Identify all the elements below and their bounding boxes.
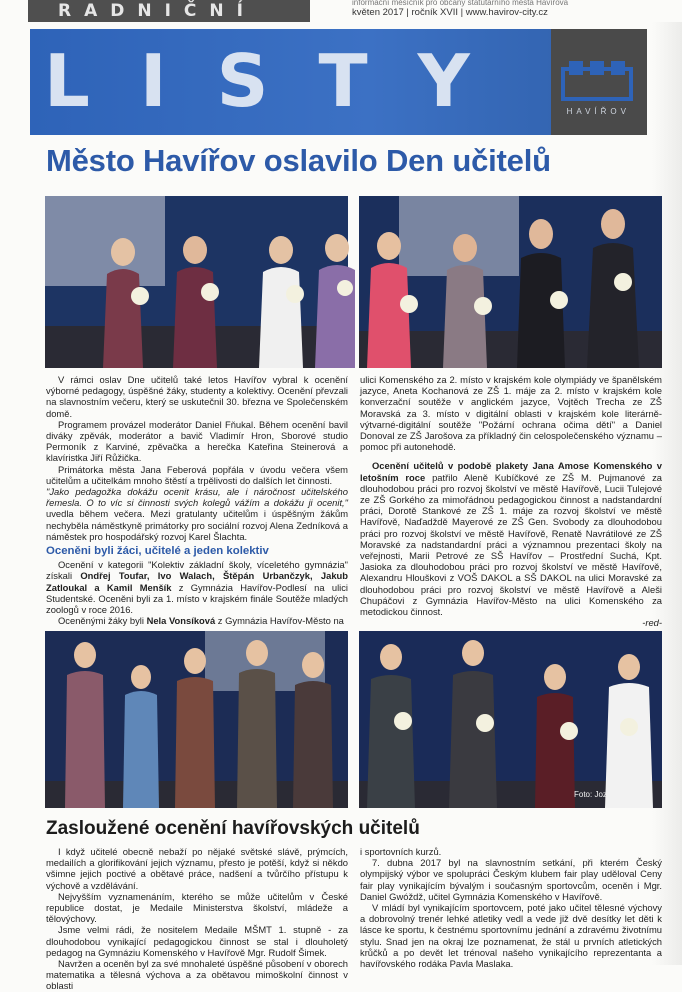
photo-teachers-awarded-1 <box>45 196 348 368</box>
article2-left-column <box>46 846 348 992</box>
article2-headline: Zasloužené ocenění havířovských učitelů <box>46 818 420 839</box>
nameplate-top: RADNIČNÍ <box>58 1 256 21</box>
masthead-info <box>352 0 652 19</box>
category-intro: Ocenění v kategorii "Kolektiv základní školy, víceletého gymnázia" získali <box>46 559 348 582</box>
photo-students-awarded-1 <box>45 631 348 808</box>
students-intro: Oceněnými žáky byli <box>58 615 147 627</box>
article1-subhead: Oceněni byli žáci, učitelé a jeden kolektiv <box>46 545 269 558</box>
article2-paragraph: Navržen a oceněn byl za své mnohaleté úspěšné působení v oborech matematika a tělesná výchova a za obětavou mimoškolní činnost v oblasti <box>46 958 348 992</box>
masthead-banner <box>30 29 647 135</box>
article2-right-paragraph: i sportovních kurzů. <box>360 846 442 857</box>
plaque-recipients: patřilo Aleně Kubíčkové ze ZŠ M. Pujmanové za dlouhodobou práci pro rozvoj školství ve městě Havířově, Lucii Tulejové ze ZŠ Gorkého za mimořádnou pedagogickou činnost a nadstandardní práci, Dorotě Stankové ze ZŠ 1. máje za rozvoj školství ve městě Havířově, Naďadždě Mayerové ze ZŠ Gen. Svobody za dlouhodobou práci pro rozvoj školství ve městě Havířově, Renatě Navrátilové ze ZŠ Moravské za nadstandardní práci a významnou prezentaci školy na veřejnosti, Marii Petrové ze SŠ Havířov – Prostřední Suchá, Kpt. Jasioka za dlouhodobou práci pro rozvoj školství ve městě Havířově, Alexandru Hlouškovi z VOŠ DAKOL a SŠ DAKOL na ulici Moravské za dlouhodobou práci pro rozvoj školství ve městě Havířově a Aleši Chupáčovi z Gymnázia Havířov-Město na ulici Komenského za metodickou činnost. <box>360 471 662 618</box>
plaque-intro: Ocenění učitelů v podobě plakety Jana Amose Komenského v letošním roce <box>360 460 662 483</box>
mayor-quote-tail: uvedla během večera. Mezi gratulanty učitelům i úspěšným žákům nechyběla náměstkyně primátorky pro sociální rozvoj Alena Zedníková a náměstek pro hospodářský rozvoj Karel Šlachta. <box>46 508 348 542</box>
masthead-issue-line: květen 2017 | ročník XVII | www.havirov-city.cz <box>352 7 548 18</box>
students-tail: z Gymnázia Havířov-Město na <box>215 615 344 627</box>
students-name: Nela Vonsíková <box>146 615 216 627</box>
masthead-info-clipped: informační měsíčník pro občany statutárního města Havířova <box>352 0 569 7</box>
article2-right-paragraph: V mládí byl vynikajícím sportovcem, poté jako učitel tělesné výchovy a dobrovolný trenér lehké atletiky vedl a vede již dvě desítky let děti k lásce ke sportu, k čestnému sportovnímu jednání a zdravému životnímu stylu. Snad jen na okraj lze poznamenat, že stál u prvních atletických krůčků a po devět let trénoval našeho vynikajícího reprezentanta a havířovského rodáka Pavla Maslaka. <box>360 902 662 970</box>
category-tail: z Gymnázia Havířov-Podlesí na ulici Studentské. Oceněni byli za 1. místo v krajském finále Soutěže mladých zoologů v roce 2016. <box>46 581 349 616</box>
category-names: Ondřej Toufar, Ivo Walach, Štěpán Urbančzyk, Jakub Zatloukal a Kamil Menšík <box>46 570 348 593</box>
article1-signature: -red- <box>642 617 662 629</box>
article1-headline: Město Havířov oslavilo Den učitelů <box>46 143 551 178</box>
photo-students-awarded-2 <box>359 631 662 808</box>
logo-strip <box>551 29 647 135</box>
article1-paragraph: Programem provázel moderátor Daniel Fňukal. Během ocenění bavil diváky zpěvák, moderátor a bavič Vladimír Hron, Sborové studio Permoník z Karviné, zpěvačka a herečka Kateřina Steinerová a klavíristka Jiří Růžička. <box>46 418 348 464</box>
article1-left-column <box>46 374 348 626</box>
nameplate-bar <box>28 0 310 22</box>
logo-caption: HAVÍŘOV <box>566 107 630 116</box>
article2-right-paragraph: 7. dubna 2017 byl na slavnostním setkání, při kterém Český olympijský výbor ve spolupráci Českým klubem fair play uděloval Ceny fair play vynikajícím bývalým i současným sportovcům, oceněn i Mgr. Daniel Gwóždž, učitel Gymnázia Komenského v Havířově. <box>360 857 662 902</box>
article1-paragraph: Primátorka města Jana Feberová popřála v úvodu večera všem učitelům a učitelkám mnoho štěstí a trpělivosti do dalších let činnosti. <box>46 463 348 486</box>
article1-right-paragraph: ulici Komenského za 2. místo v krajském kole olympiády ve španělském jazyce, Aneta Kochanová ze ZŠ 1. máje za 2. místo v krajském kole konverzační soutěže v anglickém jazyce, Vojtěch Trecha ze ZŠ Moravská za 3. místo v digitální oblasti v krajském kole literárně-výtvarné-digitální soutěže "Požární ochrana očima dětí" a Daniel Donoval ze ZŠ Jarošova za příkladný čin celospolečenského významu – pomoc při autonehodě. <box>360 374 662 453</box>
article2-right-column <box>360 846 662 969</box>
masthead-title: LISTY <box>44 39 520 123</box>
article1-paragraph: V rámci oslav Dne učitelů také letos Havířov vybral k ocenění výborné pedagogy, úspěšné žáky, studenty a kolektivy. Ocenění převzali na slavnostním večeru, který se uskutečnil 30. března ve Společenském domě. <box>46 374 348 419</box>
article2-paragraph: I když učitelé obecně nebaží po nějaké světské slávě, prýmcích, medailích a glorifikování jejich významu, přesto je potěší, když si někdo všimne jejich poctivé a obětavé práce, nadšení a tvůrčího přístupu k výchově a vzdělávání. <box>46 846 348 891</box>
article2-paragraph: Nejvyšším vyznamenáním, kterého se může učitelům v České republice dostat, je Medaile Ministerstva školství, mládeže a tělovýchovy. <box>46 890 348 925</box>
mayor-quote: "Jako pedagožka dokážu ocenit krásu, ale i náročnost učitelského řemesla. O to víc si činnosti svých kolegů vážím a dokážu ji ocenit," <box>46 486 348 509</box>
photo-credit: Foto: Jozef Pinter <box>574 790 637 799</box>
article2-paragraph: Jsme velmi rádi, že nositelem Medaile MŠMT 1. stupně - za dlouhodobou vynikající pedagogickou činnost se stal i dlouholetý pedagog na Gymnáziu Komenského v Havířově Mgr. Rudolf Šimek. <box>46 924 348 958</box>
photo-teachers-awarded-2 <box>359 196 662 368</box>
havirov-logo-icon <box>561 55 633 103</box>
article1-right-column <box>360 374 662 628</box>
